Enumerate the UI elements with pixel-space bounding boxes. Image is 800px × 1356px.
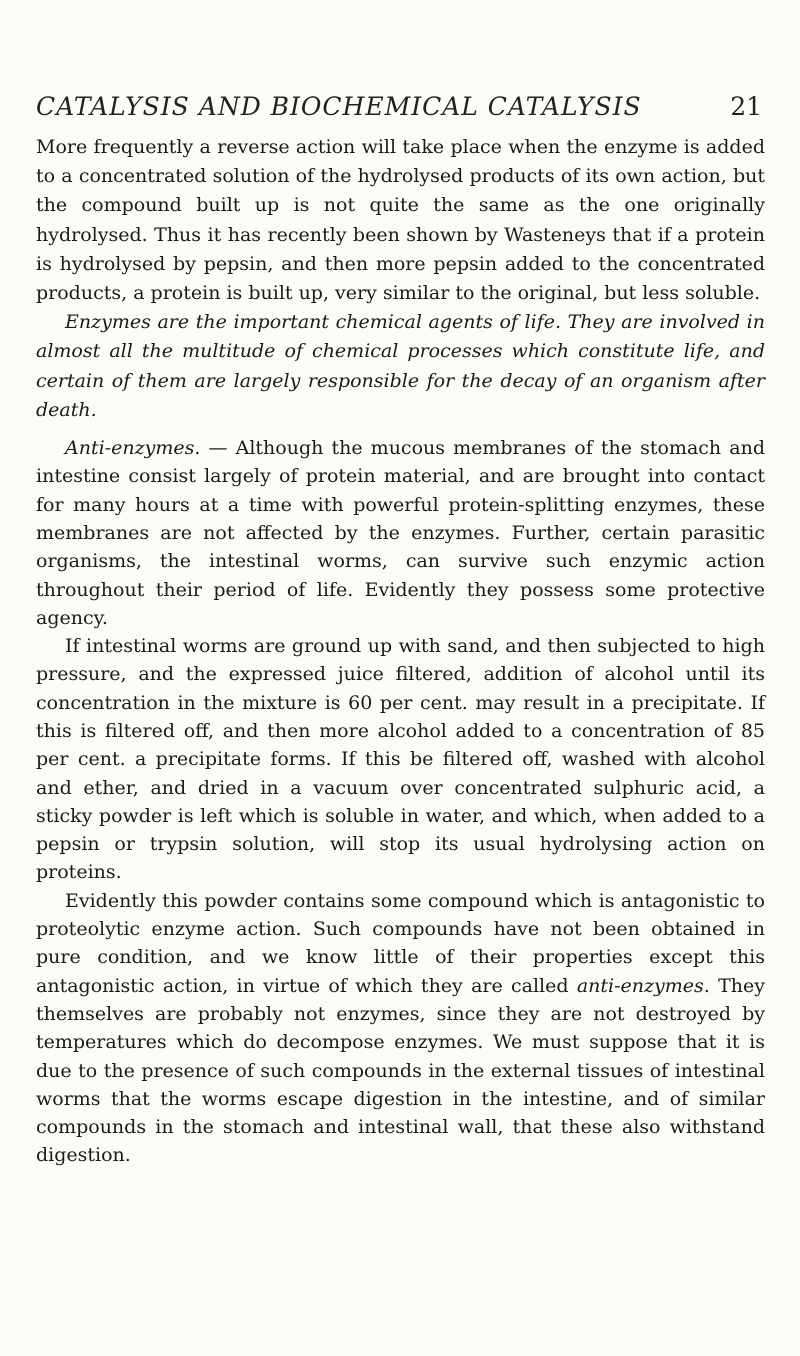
paragraph-reverse-action: More frequently a reverse action will take place when the enzyme is added to a concentrated solution of the hydrolysed products of its own action, but the compound built up is not quite the same as the one originally hydrolysed. Thus it has recently been shown by Wasteneys that if a protein is hydrolysed by pepsin, and then more pepsin added to the concentrated products, a protein is built up, very similar to the original, but less soluble. [36, 136, 765, 305]
paragraph-intestinal-worms-experiment: If intestinal worms are ground up with sand, and then subjected to high pressure, and the expressed juice filtered, addition of alcohol until its concentration in the mixture is 60 per cent. may result in a precipitate. If this is filtered off, and then more alcohol added to a concentration of 85 per cent. a precipitate forms. If this be filtered off, washed with alcohol and ether, and dried in a vacuum over concentrated sulphuric acid, a sticky powder is left which is soluble in water, and which, when added to a pepsin or trypsin solution, will stop its usual hydrolysing action on proteins. [36, 635, 765, 884]
body-text [36, 133, 765, 1170]
running-head [36, 86, 764, 126]
running-title: CATALYSIS AND BIOCHEMICAL CATALYSIS [36, 92, 642, 121]
paragraph-antagonistic-compounds [36, 887, 765, 1170]
paragraph-enzymes-agents-of-life: Enzymes are the important chemical agents of life. They are involved in almost all the multitude of chemical processes which constitute life, and certain of them are largely responsible for the decay of an organism after death. [36, 311, 765, 421]
antagonistic-text-before: Evidently this powder contains some compound which is antagonistic to proteolytic enzyme action. Such compounds have not been obtained in pure condition, and we know little of their properties except this antagonistic action, in virtue of which they are called [36, 889, 765, 997]
section-heading-anti-enzymes: Anti-enzymes. [65, 437, 201, 460]
page-number: 21 [730, 92, 762, 121]
anti-enzymes-body: — Although the mucous membranes of the stomach and intestine consist largely of protein material, and are brought into contact for many hours at a time with powerful protein-splitting enzymes, these membranes are not affected by the enzymes. Further, certain parasitic organisms, the intestinal worms, can survive such enzymic action throughout their period of life. Evidently they possess some protective agency. [36, 437, 765, 629]
term-anti-enzymes: anti-enzymes [576, 974, 704, 997]
paragraph-anti-enzymes [36, 434, 765, 632]
antagonistic-text-after: . They themselves are probably not enzymes, since they are not destroyed by temperatures which do decompose enzymes. We must suppose that it is due to the presence of such compounds in the external tissues of intestinal worms that the worms escape digestion in the intestine, and of similar compounds in the stomach and intestinal wall, that these also withstand digestion. [36, 974, 765, 1167]
